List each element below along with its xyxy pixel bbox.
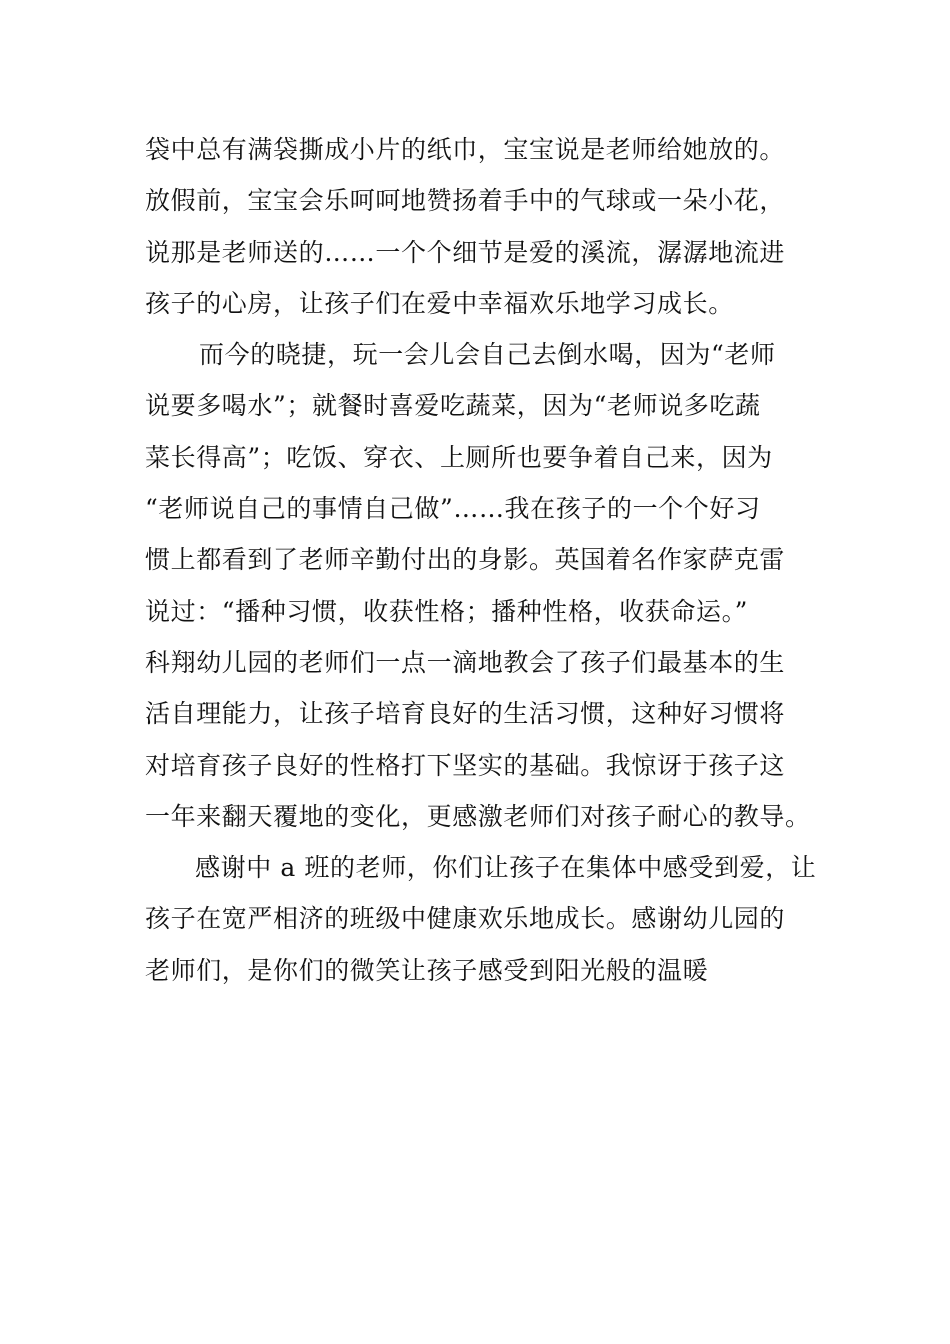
text-line: 科翔幼儿园的老师们一点一滴地教会了孩子们最基本的生 [145,647,786,677]
text-line: 惯上都看到了老师辛勤付出的身影。英国着名作家萨克雷 [145,545,786,575]
text-line: 菜长得高”；吃饭、穿衣、上厕所也要争着自己来，因为 [145,442,773,472]
paragraph-1 [145,124,810,329]
paragraph-2 [145,329,810,842]
text-line: 说过：“播种习惯，收获性格；播种性格，收获命运。” [145,596,749,626]
text-line: “老师说自己的事情自己做”……我在孩子的一个个好习 [145,494,761,524]
text-line: 孩子在宽严相济的班级中健康欢乐地成长。感谢幼儿园的 [145,904,786,934]
text-line: 说要多喝水”；就餐时喜爱吃蔬菜，因为“老师说多吃蔬 [145,391,761,421]
text-line: 放假前，宝宝会乐呵呵地赞扬着手中的气球或一朵小花， [145,186,786,216]
paragraph-3 [145,842,817,996]
text-line: 老师们，是你们的微笑让孩子感受到阳光般的温暖 [145,955,709,985]
text-line: 对培育孩子良好的性格打下坚实的基础。我惊讶于孩子这 [145,750,786,780]
text-line: 而今的晓捷，玩一会儿会自己去倒水喝，因为“老师 [199,340,776,370]
text-line: 说那是老师送的……一个个细节是爱的溪流，潺潺地流进 [145,237,786,267]
document-body [145,124,817,996]
text-line: 一年来翻天覆地的变化，更感激老师们对孩子耐心的教导。 [145,801,811,831]
text-line: 感谢中 a 班的老师，你们让孩子在集体中感受到爱，让 [195,853,817,883]
text-line: 袋中总有满袋撕成小片的纸巾，宝宝说是老师给她放的。 [145,135,786,164]
text-line: 孩子的心房，让孩子们在爱中幸福欢乐地学习成长。 [145,288,734,318]
text-line: 活自理能力，让孩子培育良好的生活习惯，这种好习惯将 [145,699,786,729]
